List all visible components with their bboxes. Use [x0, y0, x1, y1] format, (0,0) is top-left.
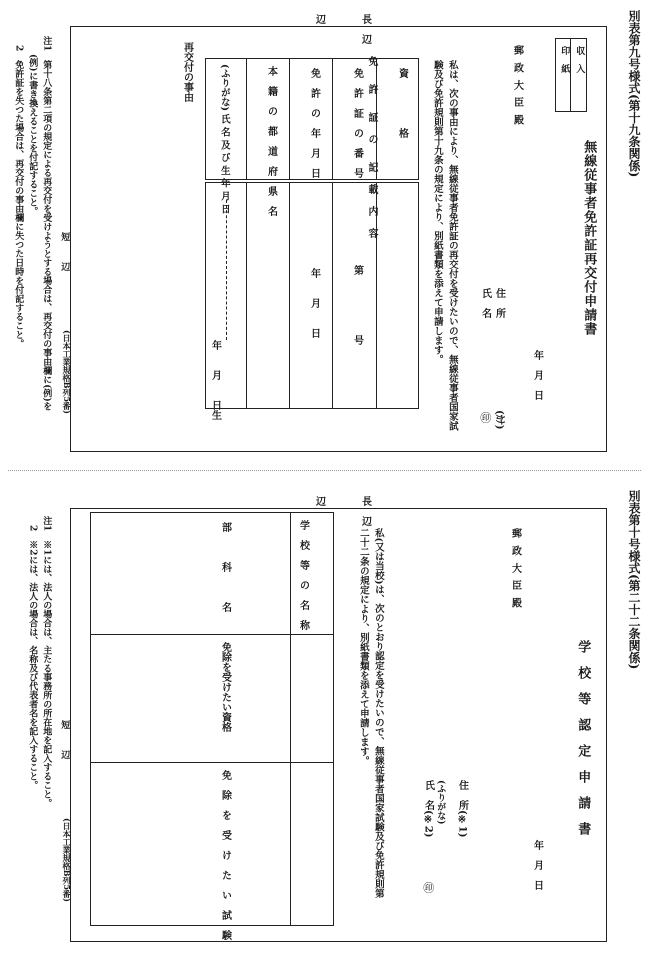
value-divider-4 — [246, 182, 247, 409]
name-label: 氏 名 — [479, 288, 491, 318]
statement-line-1: 私は、次の事由により、無線従事者免許証の再交付を受けたいので、無線従事者国家試 — [446, 60, 458, 431]
kana-label: (ふりがな) — [435, 780, 446, 825]
note-line-3: 2 免許証を失つた場合は、再交付の事由欄に失つた日時を付記すること。 — [13, 36, 24, 349]
stamp-label-2: 印 紙 — [559, 46, 570, 73]
header-exam: 免 除 を 受 け た い 試 験 — [219, 770, 231, 940]
row-label-license-date: 免 許 の 年 月 日 — [308, 68, 320, 178]
form-number: 別表第十号様式(第二十二条関係) — [627, 490, 641, 670]
reason-label: 再交付の事由 — [181, 42, 193, 102]
section-label-char: の — [366, 134, 377, 146]
form-title: 学 校 等 認 定 申 請 書 — [575, 640, 591, 835]
stamp-label-1: 収 入 — [574, 46, 585, 73]
header-divider — [290, 512, 291, 926]
kana-mark: (ｶﾅ) — [493, 410, 505, 430]
standard-note: (日本工業規格B列5番) — [62, 818, 72, 902]
birth-date-value: 年 月 日生 — [209, 340, 221, 420]
seal-mark: ㊞ — [478, 412, 492, 423]
license-date-value: 年 月 日 — [308, 268, 320, 338]
section-label-char: 証 — [366, 112, 377, 124]
note-line-1: 注1 ※1には、法人の場合は、主たる事務所の所在地を記入すること。 — [41, 516, 52, 808]
side-edge-label: 辺 — [313, 496, 325, 506]
section-label-char: 容 — [366, 228, 377, 240]
header-school-name: 学 校 等 の 名 称 — [297, 520, 309, 630]
section-label-char: 載 — [366, 184, 377, 196]
col-divider-2 — [90, 762, 333, 763]
stamp-divider — [570, 38, 571, 111]
long-edge-label: 長 辺 — [359, 496, 371, 526]
statement-line-2: 二十二条の規定により、別紙書類を添えて申請します。 — [357, 528, 369, 766]
header-department: 部 科 名 — [219, 522, 231, 612]
row-label-name-birth: (ふりがな) 氏 名 及 び 生 年 月 日 — [218, 64, 230, 214]
row-label-qualification: 資 格 — [396, 68, 408, 138]
note-line-1: 注1 第十八条第二項の規定による再交付を受けようとする場合は、再交付の事由欄に(例)を — [41, 36, 52, 411]
addressee: 郵 政 大 臣 殿 — [511, 45, 523, 127]
seal-mark: ㊞ — [421, 882, 435, 893]
long-edge-label: 長 辺 — [359, 14, 371, 44]
section-label-char: 内 — [366, 206, 377, 218]
standard-note: (日本工業規格B列5番) — [62, 330, 72, 414]
license-number-value: 第 号 — [351, 265, 363, 345]
statement-line-1: 私(又は当校)は、次のとおり認定を受けたいので、無線従事者国家試験及び免許規則第 — [372, 528, 384, 898]
short-edge-label: 短 辺 — [59, 720, 70, 765]
col-divider-1 — [90, 634, 333, 635]
value-divider-3 — [289, 182, 290, 409]
form-number: 別表第九号様式(第十九条関係) — [627, 10, 641, 178]
date-line: 年 月 日 — [531, 350, 543, 400]
name-label: 氏 名(※2) — [422, 780, 434, 838]
address-label: 住 所 — [493, 288, 505, 318]
value-divider-2 — [332, 182, 333, 409]
section-label-char: 記 — [366, 162, 377, 174]
addressee: 郵 政 大 臣 殿 — [509, 528, 521, 610]
row-label-license-number: 免 許 証 の 番 号 — [351, 68, 363, 178]
fold-line — [8, 470, 641, 471]
row-divider-4 — [246, 58, 247, 180]
row-divider-2 — [332, 58, 333, 180]
short-edge-label: 短 辺 — [59, 232, 70, 277]
furigana-dashed-line — [226, 200, 227, 340]
section-label-char: 許 — [366, 84, 377, 96]
form-title: 無線従事者免許証再交付申請書 — [581, 140, 597, 336]
row-label-prefecture: 本 籍 の 都 道 府 県 名 — [265, 66, 277, 216]
side-edge-label: 辺 — [313, 14, 325, 24]
statement-line-2: 験及び免許規則第十九条の規定により、別紙書類を添えて申請します。 — [431, 60, 443, 364]
row-divider-3 — [289, 58, 290, 180]
section-label-char: 免 — [366, 56, 377, 68]
note-line-2: 2 ※2には、法人の場合は、名称及び代表者名を記入すること。 — [27, 516, 38, 790]
address-label: 住 所(※1) — [456, 780, 468, 838]
note-line-2: (例)に書き換えることを付記すること。 — [27, 36, 38, 216]
date-line: 年 月 日 — [531, 840, 543, 890]
header-qualification: 免除を受けたい資格 — [219, 642, 231, 732]
